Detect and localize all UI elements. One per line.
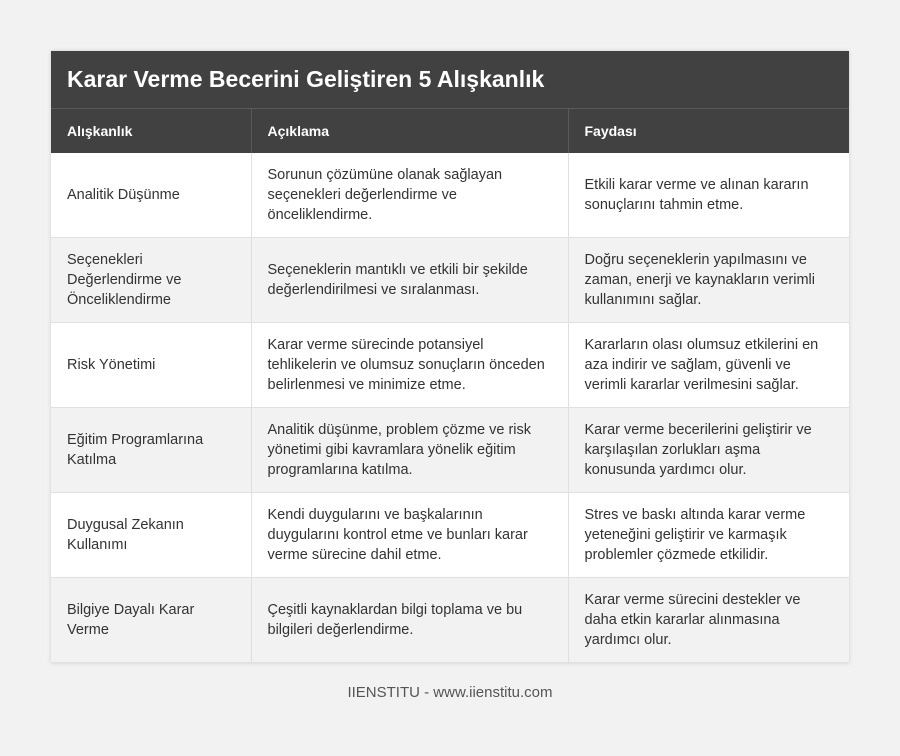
benefit-cell: Stres ve baskı altında karar verme yeteneğini geliştirir ve karmaşık problemler çözmede etkilidir. xyxy=(568,493,849,578)
column-header-description: Açıklama xyxy=(251,109,568,153)
habit-cell: Eğitim Programlarına Katılma xyxy=(51,408,251,493)
habit-cell: Seçenekleri Değerlendirme ve Önceliklendirme xyxy=(51,238,251,323)
benefit-cell: Karar verme becerilerini geliştirir ve karşılaşılan zorlukları aşma konusunda yardımcı olur. xyxy=(568,408,849,493)
table-title: Karar Verme Becerini Geliştiren 5 Alışkanlık xyxy=(51,51,849,108)
habit-cell: Risk Yönetimi xyxy=(51,323,251,408)
habits-table xyxy=(51,108,849,663)
table-row xyxy=(51,323,849,408)
benefit-cell: Doğru seçeneklerin yapılmasını ve zaman, enerji ve kaynakların verimli kullanımını sağlar. xyxy=(568,238,849,323)
description-cell: Karar verme sürecinde potansiyel tehlikelerin ve olumsuz sonuçların önceden belirlenmesi ve minimize etme. xyxy=(251,323,568,408)
habit-cell: Bilgiye Dayalı Karar Verme xyxy=(51,578,251,663)
table-row xyxy=(51,578,849,663)
benefit-cell: Karar verme sürecini destekler ve daha etkin kararlar alınmasına yardımcı olur. xyxy=(568,578,849,663)
habit-cell: Analitik Düşünme xyxy=(51,153,251,238)
column-header-benefit: Faydası xyxy=(568,109,849,153)
description-cell: Sorunun çözümüne olanak sağlayan seçenekleri değerlendirme ve önceliklendirme. xyxy=(251,153,568,238)
description-cell: Analitik düşünme, problem çözme ve risk yönetimi gibi kavramlara yönelik eğitim programlarına katılma. xyxy=(251,408,568,493)
habit-cell: Duygusal Zekanın Kullanımı xyxy=(51,493,251,578)
table-row xyxy=(51,238,849,323)
table-row xyxy=(51,493,849,578)
column-header-habit: Alışkanlık xyxy=(51,109,251,153)
description-cell: Kendi duygularını ve başkalarının duygularını kontrol etme ve bunları karar verme sürecine dahil etme. xyxy=(251,493,568,578)
benefit-cell: Kararların olası olumsuz etkilerini en aza indirir ve sağlam, güvenli ve verimli kararlar verilmesini sağlar. xyxy=(568,323,849,408)
table-header-row xyxy=(51,109,849,153)
table-row xyxy=(51,153,849,238)
table-row xyxy=(51,408,849,493)
description-cell: Seçeneklerin mantıklı ve etkili bir şekilde değerlendirilmesi ve sıralanması. xyxy=(251,238,568,323)
description-cell: Çeşitli kaynaklardan bilgi toplama ve bu bilgileri değerlendirme. xyxy=(251,578,568,663)
table-card xyxy=(51,51,849,663)
footer-credit: IIENSTITU - www.iienstitu.com xyxy=(347,684,553,701)
benefit-cell: Etkili karar verme ve alınan kararın sonuçlarını tahmin etme. xyxy=(568,153,849,238)
